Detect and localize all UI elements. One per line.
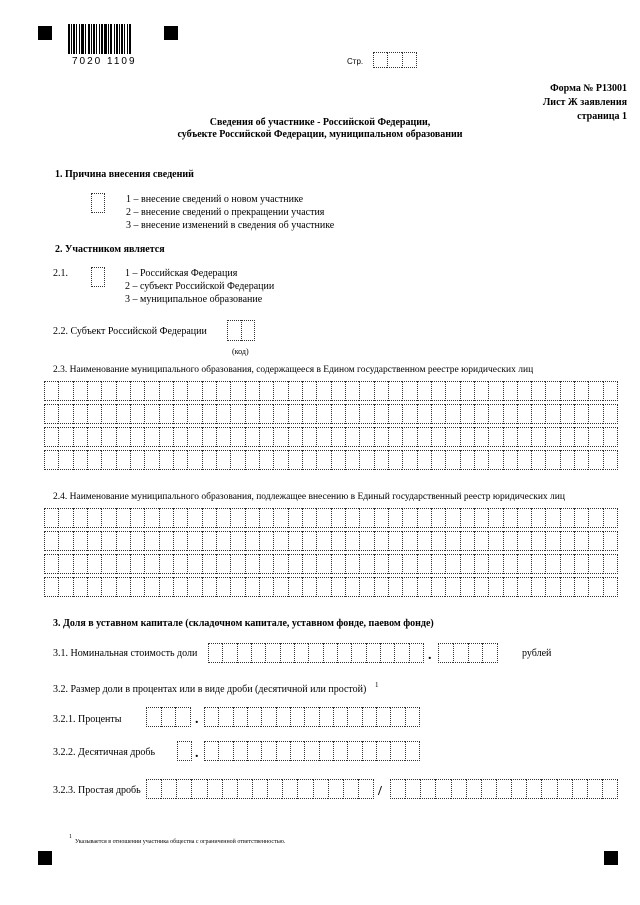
subsection-2-1-label: 2.1. bbox=[53, 268, 68, 279]
reason-code-field[interactable] bbox=[91, 193, 105, 213]
section-1-heading: 1. Причина внесения сведений bbox=[55, 169, 194, 180]
nominal-value-integer-field[interactable] bbox=[208, 643, 424, 663]
subsection-2-2-label: 2.2. Субъект Российской Федерации bbox=[53, 326, 207, 337]
registration-marker-top-left bbox=[38, 26, 52, 40]
char-grid-row[interactable] bbox=[44, 427, 618, 447]
percent-integer-field[interactable] bbox=[146, 707, 191, 727]
subsection-3-2-1-label: 3.2.1. Проценты bbox=[53, 714, 122, 725]
participant-type-option-3: 3 – муниципальное образование bbox=[125, 294, 263, 305]
reason-option-3: 3 – внесение изменений в сведения об участнике bbox=[126, 220, 335, 231]
reason-option-1: 1 – внесение сведений о новом участнике bbox=[126, 194, 304, 205]
registration-marker-top-right bbox=[164, 26, 178, 40]
nominal-value-kopecks-field[interactable] bbox=[438, 643, 498, 663]
subsection-3-1-label: 3.1. Номинальная стоимость доли bbox=[53, 648, 198, 659]
page-label: Стр. bbox=[347, 57, 364, 66]
barcode-number: 7020 1109 bbox=[72, 56, 137, 67]
sheet-page-number: страница 1 bbox=[577, 111, 627, 122]
page-title-line-2: субъекте Российской Федерации, муниципальном образовании bbox=[177, 129, 463, 140]
subsection-2-4-label: 2.4. Наименование муниципального образования, подлежащее внесению в Единый государственный реестр юридических лиц bbox=[53, 492, 565, 502]
sheet-label: Лист Ж заявления bbox=[542, 97, 627, 108]
form-title: Форма № Р13001 bbox=[550, 83, 627, 94]
footnote-mark: 1 bbox=[375, 681, 379, 689]
percent-decimal-point: . bbox=[195, 712, 199, 727]
char-grid-row[interactable] bbox=[44, 450, 618, 470]
char-grid-row[interactable] bbox=[44, 404, 618, 424]
subsection-3-2-2-label: 3.2.2. Десятичная дробь bbox=[53, 747, 156, 758]
region-code-field[interactable] bbox=[227, 320, 255, 341]
simple-fraction-slash: / bbox=[378, 784, 382, 799]
reason-option-2: 2 – внесение сведений о прекращении участия bbox=[126, 207, 325, 218]
barcode bbox=[68, 24, 131, 54]
section-2-heading: 2. Участником является bbox=[55, 244, 165, 255]
char-grid-row[interactable] bbox=[44, 508, 618, 528]
decimal-fraction-point: . bbox=[195, 746, 199, 761]
page-number-field[interactable] bbox=[373, 52, 417, 68]
subsection-2-3-label: 2.3. Наименование муниципального образования, содержащееся в Едином государственном реестре юридических лиц bbox=[53, 365, 534, 375]
simple-fraction-numerator-field[interactable] bbox=[146, 779, 374, 799]
subsection-3-2-3-label: 3.2.3. Простая дробь bbox=[53, 785, 141, 796]
percent-fraction-field[interactable] bbox=[204, 707, 420, 727]
char-grid-row[interactable] bbox=[44, 577, 618, 597]
nominal-value-decimal-point: . bbox=[428, 648, 432, 663]
participant-type-option-2: 2 – субъект Российской Федерации bbox=[125, 281, 275, 292]
registration-marker-bottom-right bbox=[604, 851, 618, 865]
footnote-number: 1 bbox=[69, 834, 72, 840]
participant-type-option-1: 1 – Российская Федерация bbox=[125, 268, 238, 279]
char-grid-row[interactable] bbox=[44, 531, 618, 551]
char-grid-row[interactable] bbox=[44, 381, 618, 401]
subsection-3-2-label: 3.2. Размер доли в процентах или в виде дроби (десятичной или простой) bbox=[53, 684, 367, 695]
decimal-fraction-field[interactable] bbox=[204, 741, 420, 761]
simple-fraction-denominator-field[interactable] bbox=[390, 779, 618, 799]
section-3-heading: 3. Доля в уставном капитале (складочном капитале, уставном фонде, паевом фонде) bbox=[53, 618, 434, 629]
participant-type-field[interactable] bbox=[91, 267, 105, 287]
region-code-caption: (код) bbox=[232, 347, 249, 356]
footnote-text: Указывается в отношении участника общества с ограниченной ответственностью. bbox=[75, 839, 286, 845]
page-title-line-1: Сведения об участнике - Российской Федерации, bbox=[209, 117, 431, 128]
char-grid-row[interactable] bbox=[44, 554, 618, 574]
nominal-value-unit: рублей bbox=[522, 648, 552, 659]
registration-marker-bottom-left bbox=[38, 851, 52, 865]
decimal-integer-field[interactable] bbox=[177, 741, 192, 761]
